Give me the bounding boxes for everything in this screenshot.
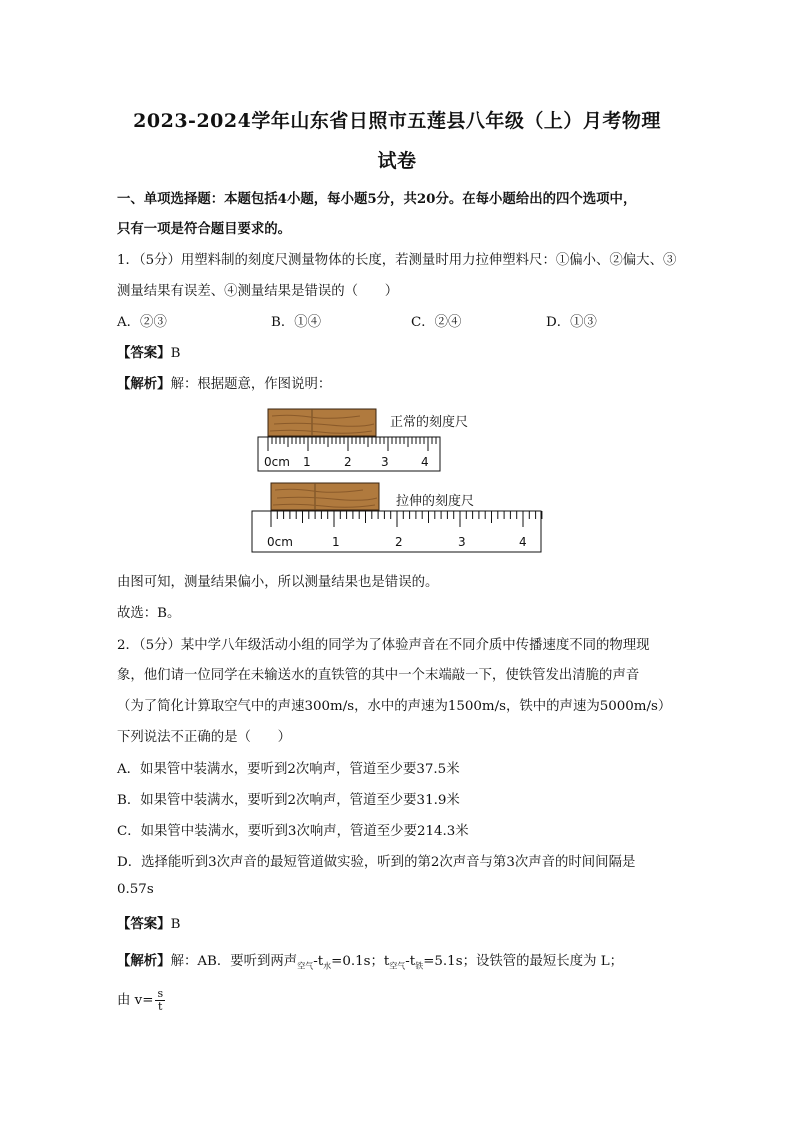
fraction-numerator: s: [157, 987, 164, 1000]
q2-option-c: C．如果管中装满水，要听到3次响声，管道至少要214.3米: [117, 824, 469, 839]
q1-stem-line2: 测量结果有误差、④测量结果是错误的（ ）: [117, 284, 399, 299]
fraction: [155, 988, 165, 1013]
q2-stem-line1: 2．（5分）某中学八年级活动小组的同学为了体验声音在不同介质中传播速度不同的物理现: [117, 638, 650, 653]
q1-answer: [117, 342, 180, 361]
tick-label-4: 4: [519, 535, 527, 549]
tick-label-3: 3: [381, 455, 389, 469]
ruler-ticks: [268, 437, 440, 451]
q1-choice: 故选：B。: [117, 606, 181, 621]
normal-ruler-label: 正常的刻度尺: [390, 415, 469, 430]
q2-option-d-line2: 0.57s: [117, 882, 154, 897]
tick-label-3: 3: [458, 535, 466, 549]
q2-option-b: B．如果管中装满水，要听到2次响声，管道至少要31.9米: [117, 793, 460, 808]
q2-stem-line3: （为了简化计算取空气中的声速300m/s，水中的声速为1500m/s，铁中的声速为5000m/s）: [117, 699, 672, 714]
q2-formula: [117, 988, 165, 1013]
tick-label-1: 1: [303, 455, 311, 469]
answer-value: B: [170, 917, 181, 932]
q1-option-b: B．①④: [271, 315, 322, 330]
section-heading-line1: 一、单项选择题：本题包括4小题，每小题5分，共20分。在每小题给出的四个选项中，: [117, 191, 637, 207]
q2-analysis: [117, 950, 623, 972]
subscript-air-2: 空气: [389, 961, 406, 971]
q1-option-c: C．②④: [411, 315, 462, 330]
tick-label-4: 4: [421, 455, 429, 469]
analysis-text: 解：AB．要听到两声: [170, 954, 298, 969]
subscript-air: 空气: [297, 961, 314, 971]
answer-tag: 【答案】: [117, 916, 171, 932]
equation-2: =5.1s；设铁管的最短长度为 L；: [423, 954, 624, 969]
tick-label-2: 2: [344, 455, 352, 469]
q1-conclusion: 由图可知，测量结果偏小，所以测量结果也是错误的。: [117, 575, 439, 590]
tick-label-2: 2: [395, 535, 403, 549]
exam-title-line1: 2023-2024学年山东省日照市五莲县八年级（上）月考物理: [133, 110, 661, 132]
stretched-ruler-label: 拉伸的刻度尺: [396, 494, 475, 509]
equation-1: =0.1s；t: [331, 954, 390, 969]
q2-stem-line4: 下列说法不正确的是（ ）: [117, 730, 292, 745]
q2-option-a: A．如果管中装满水，要听到2次响声，管道至少要37.5米: [117, 762, 460, 777]
answer-tag: 【答案】: [117, 345, 171, 361]
tick-label-1: 1: [332, 535, 340, 549]
analysis-tag: 【解析】: [117, 376, 171, 392]
q1-option-a: A．②③: [117, 315, 167, 330]
q2-stem-line2: 象，他们请一位同学在未输送水的直铁管的其中一个末端敲一下，使铁管发出清脆的声音: [117, 668, 640, 683]
exam-title-line2: 试卷: [377, 150, 417, 172]
subscript-water: 水: [323, 961, 332, 971]
q2-option-d-line1: D．选择能听到3次声音的最短管道做实验，听到的第2次声音与第3次声音的时间间隔是: [117, 855, 636, 870]
subscript-iron: 铁: [415, 961, 424, 971]
answer-value: B: [170, 346, 181, 361]
minus-t: -t: [313, 954, 324, 969]
ruler-ticks: [271, 511, 542, 527]
minus-t-2: -t: [405, 954, 416, 969]
q2-answer: [117, 913, 180, 932]
q1-analysis-intro: [117, 373, 331, 392]
analysis-text: 解：根据题意，作图说明：: [170, 377, 332, 392]
fraction-denominator: t: [158, 1000, 163, 1013]
normal-ruler-figure: [250, 404, 550, 474]
stretched-ruler-figure: [250, 478, 550, 556]
section-heading-line2: 只有一项是符合题目要求的。: [117, 221, 292, 237]
tick-label-0: 0cm: [267, 535, 293, 549]
q1-option-d: D．①③: [546, 315, 597, 330]
tick-label-0: 0cm: [264, 455, 290, 469]
analysis-tag: 【解析】: [117, 953, 171, 969]
q1-stem-line1: 1．（5分）用塑料制的刻度尺测量物体的长度，若测量时用力拉伸塑料尺：①偏小、②偏大、③: [117, 253, 677, 268]
formula-prefix: 由 v=: [117, 993, 154, 1008]
